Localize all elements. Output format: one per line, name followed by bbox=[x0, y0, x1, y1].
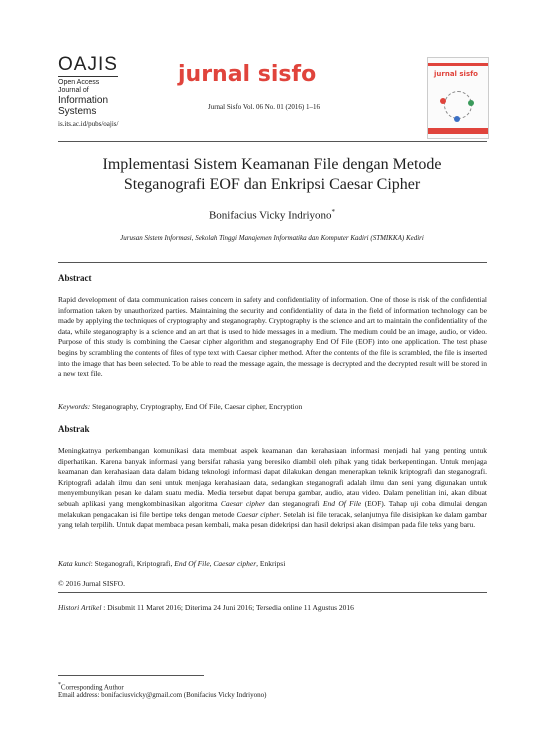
keywords-label: Keywords: bbox=[58, 402, 91, 411]
abstrak-em-3: Caesar cipher bbox=[236, 509, 280, 519]
kata-kunci-part-2: , Enkripsi bbox=[256, 559, 286, 568]
copyright: © 2016 Jurnal SISFO. bbox=[58, 579, 125, 588]
author-mark: * bbox=[331, 208, 336, 216]
keywords bbox=[58, 402, 302, 411]
cover-footer bbox=[428, 128, 488, 134]
abstrak-part-2: dan steganografi bbox=[265, 498, 323, 508]
logo-url[interactable]: is.its.ac.id/pubs/oajis/ bbox=[58, 120, 119, 128]
logo-big-2: Systems bbox=[58, 106, 97, 117]
cover-dot bbox=[440, 98, 446, 104]
title-line-2: Steganografi EOF dan Enkripsi Caesar Cipher bbox=[123, 176, 421, 193]
footnote-email[interactable]: Email address: bonifaciusvicky@gmail.com (Bonifacius Vicky Indriyono) bbox=[58, 691, 267, 699]
kata-kunci-em-2: Caesar cipher bbox=[213, 559, 257, 568]
footnote-rule bbox=[58, 675, 204, 676]
author-name: Bonifacius Vicky Indriyono bbox=[208, 209, 332, 222]
abstrak-part-3: (EOF). Tahap uji coba dimulai dengan melakukan pengacakan isi file bertipe teks dengan metode bbox=[58, 498, 487, 519]
footnote-line-1: Corresponding Author bbox=[60, 683, 124, 692]
history-rule bbox=[58, 592, 487, 593]
cover-dot bbox=[454, 116, 460, 122]
abstrak-heading: Abstrak bbox=[58, 424, 90, 434]
kata-kunci-sep: , bbox=[209, 559, 214, 568]
abstrak-part-4: . Setelah isi file teracak, selanjutnya file disisipkan ke dalam gambar yang telah terpilih. Untuk dapat membaca pesan kembali, maka pesan didekripsi dan hasil dekripsi akan disimpan pada file teks yang baru. bbox=[58, 509, 487, 530]
journal-logo: jurnal sisfo bbox=[178, 62, 317, 87]
abstrak-text bbox=[58, 446, 487, 531]
journal-cover-image bbox=[427, 57, 489, 139]
logo-divider bbox=[58, 76, 118, 77]
logo-sub-1: Open Access bbox=[58, 79, 100, 86]
paper-title bbox=[40, 155, 504, 195]
kata-kunci-em-1: End Of File bbox=[174, 559, 210, 568]
logo-sub-2: Journal of bbox=[58, 87, 89, 94]
cover-dot bbox=[468, 100, 474, 106]
header-rule bbox=[58, 141, 487, 142]
footnote-mark: * bbox=[58, 682, 61, 688]
logo-name: OAJIS bbox=[58, 54, 118, 75]
kata-kunci-part-1: : Steganografi, Kriptografi, bbox=[90, 559, 175, 568]
title-line-1: Implementasi Sistem Keamanan File dengan Metode bbox=[102, 156, 442, 173]
logo-big-1: Information bbox=[58, 95, 109, 106]
author bbox=[40, 208, 504, 222]
journal-info: Jurnal Sisfo Vol. 06 No. 01 (2016) 1–16 bbox=[208, 103, 320, 111]
oajis-logo bbox=[58, 55, 138, 129]
cover-title: jurnal sisfo bbox=[434, 70, 478, 78]
abstrak-em-2: End Of File bbox=[322, 498, 362, 508]
article-history bbox=[58, 603, 354, 612]
abstrak-em-1: Caesar cipher bbox=[220, 498, 266, 508]
history-label: Histori Artikel bbox=[58, 603, 102, 612]
abstract-rule bbox=[58, 262, 487, 263]
abstract-heading: Abstract bbox=[58, 273, 92, 283]
keywords-list: Steganography, Cryptography, End Of File, Caesar cipher, Encryption bbox=[92, 402, 303, 411]
cover-band bbox=[428, 63, 488, 66]
abstract-text: Rapid development of data communication raises concern in safety and confidentiality of information. One of those is risk of the confidential information taken by unauthorized parties. Maintaining the security and confidentiality of data in the field of information technology can be made by applying the techniques of cryptography and steganography. Cryptography is the science and art to maintain the confidentiality of the data, while steganography is a science and an art that is used to hide messages in a medium. The medium could be an image, audio, or video. Purpose of this study is combining the Caesar cipher algorithm and steganography End Of File (EOF) into one application. The test phase begins by scrambling the contents of files of type text with Caesar cipher method. After the contents of the file is scrambled, the file is inserted into the image that has been selected. To be able to read the message again, the message is decrypted and the decrypted result will be stored in a new text file. bbox=[58, 295, 487, 379]
kata-kunci-label: Kata kunci bbox=[58, 559, 91, 568]
abstrak-part-1: Meningkatnya perkembangan komunikasi data membuat aspek keamanan dan kerahasiaan informasi menjadi hal yang penting untuk diperhatikan. Karena banyak informasi yang bersifat rahasia yang beresiko diambil oleh pihak yang tidak berkepentingan. Untuk menjaga keamanan dan kerahasiaan data dalam bidang teknologi informasi dapat dilakukan dengan menerapkan teknik kriptografi dan steganografi. Kriptografi adalah ilmu dan seni untuk menjaga kerahasiaan data, sedangkan steganografi adalah ilmu dan seni yang digunakan untuk menyembunyikan pesan ke dalam suatu media. Media tersebut dapat berupa gambar, audio, atau video. Dalam penelitian ini, akan dibuat sebuah aplikasi yang mengkombinasikan algoritma bbox=[58, 446, 487, 508]
affiliation: Jurusan Sistem Informasi, Sekolah Tinggi Manajemen Informatika dan Komputer Kadiri (STMIKKA) Kediri bbox=[120, 234, 424, 242]
history-text: : Disubmit 11 Maret 2016; Diterima 24 Juni 2016; Tersedia online 11 Agustus 2016 bbox=[101, 603, 354, 612]
kata-kunci bbox=[58, 559, 285, 568]
